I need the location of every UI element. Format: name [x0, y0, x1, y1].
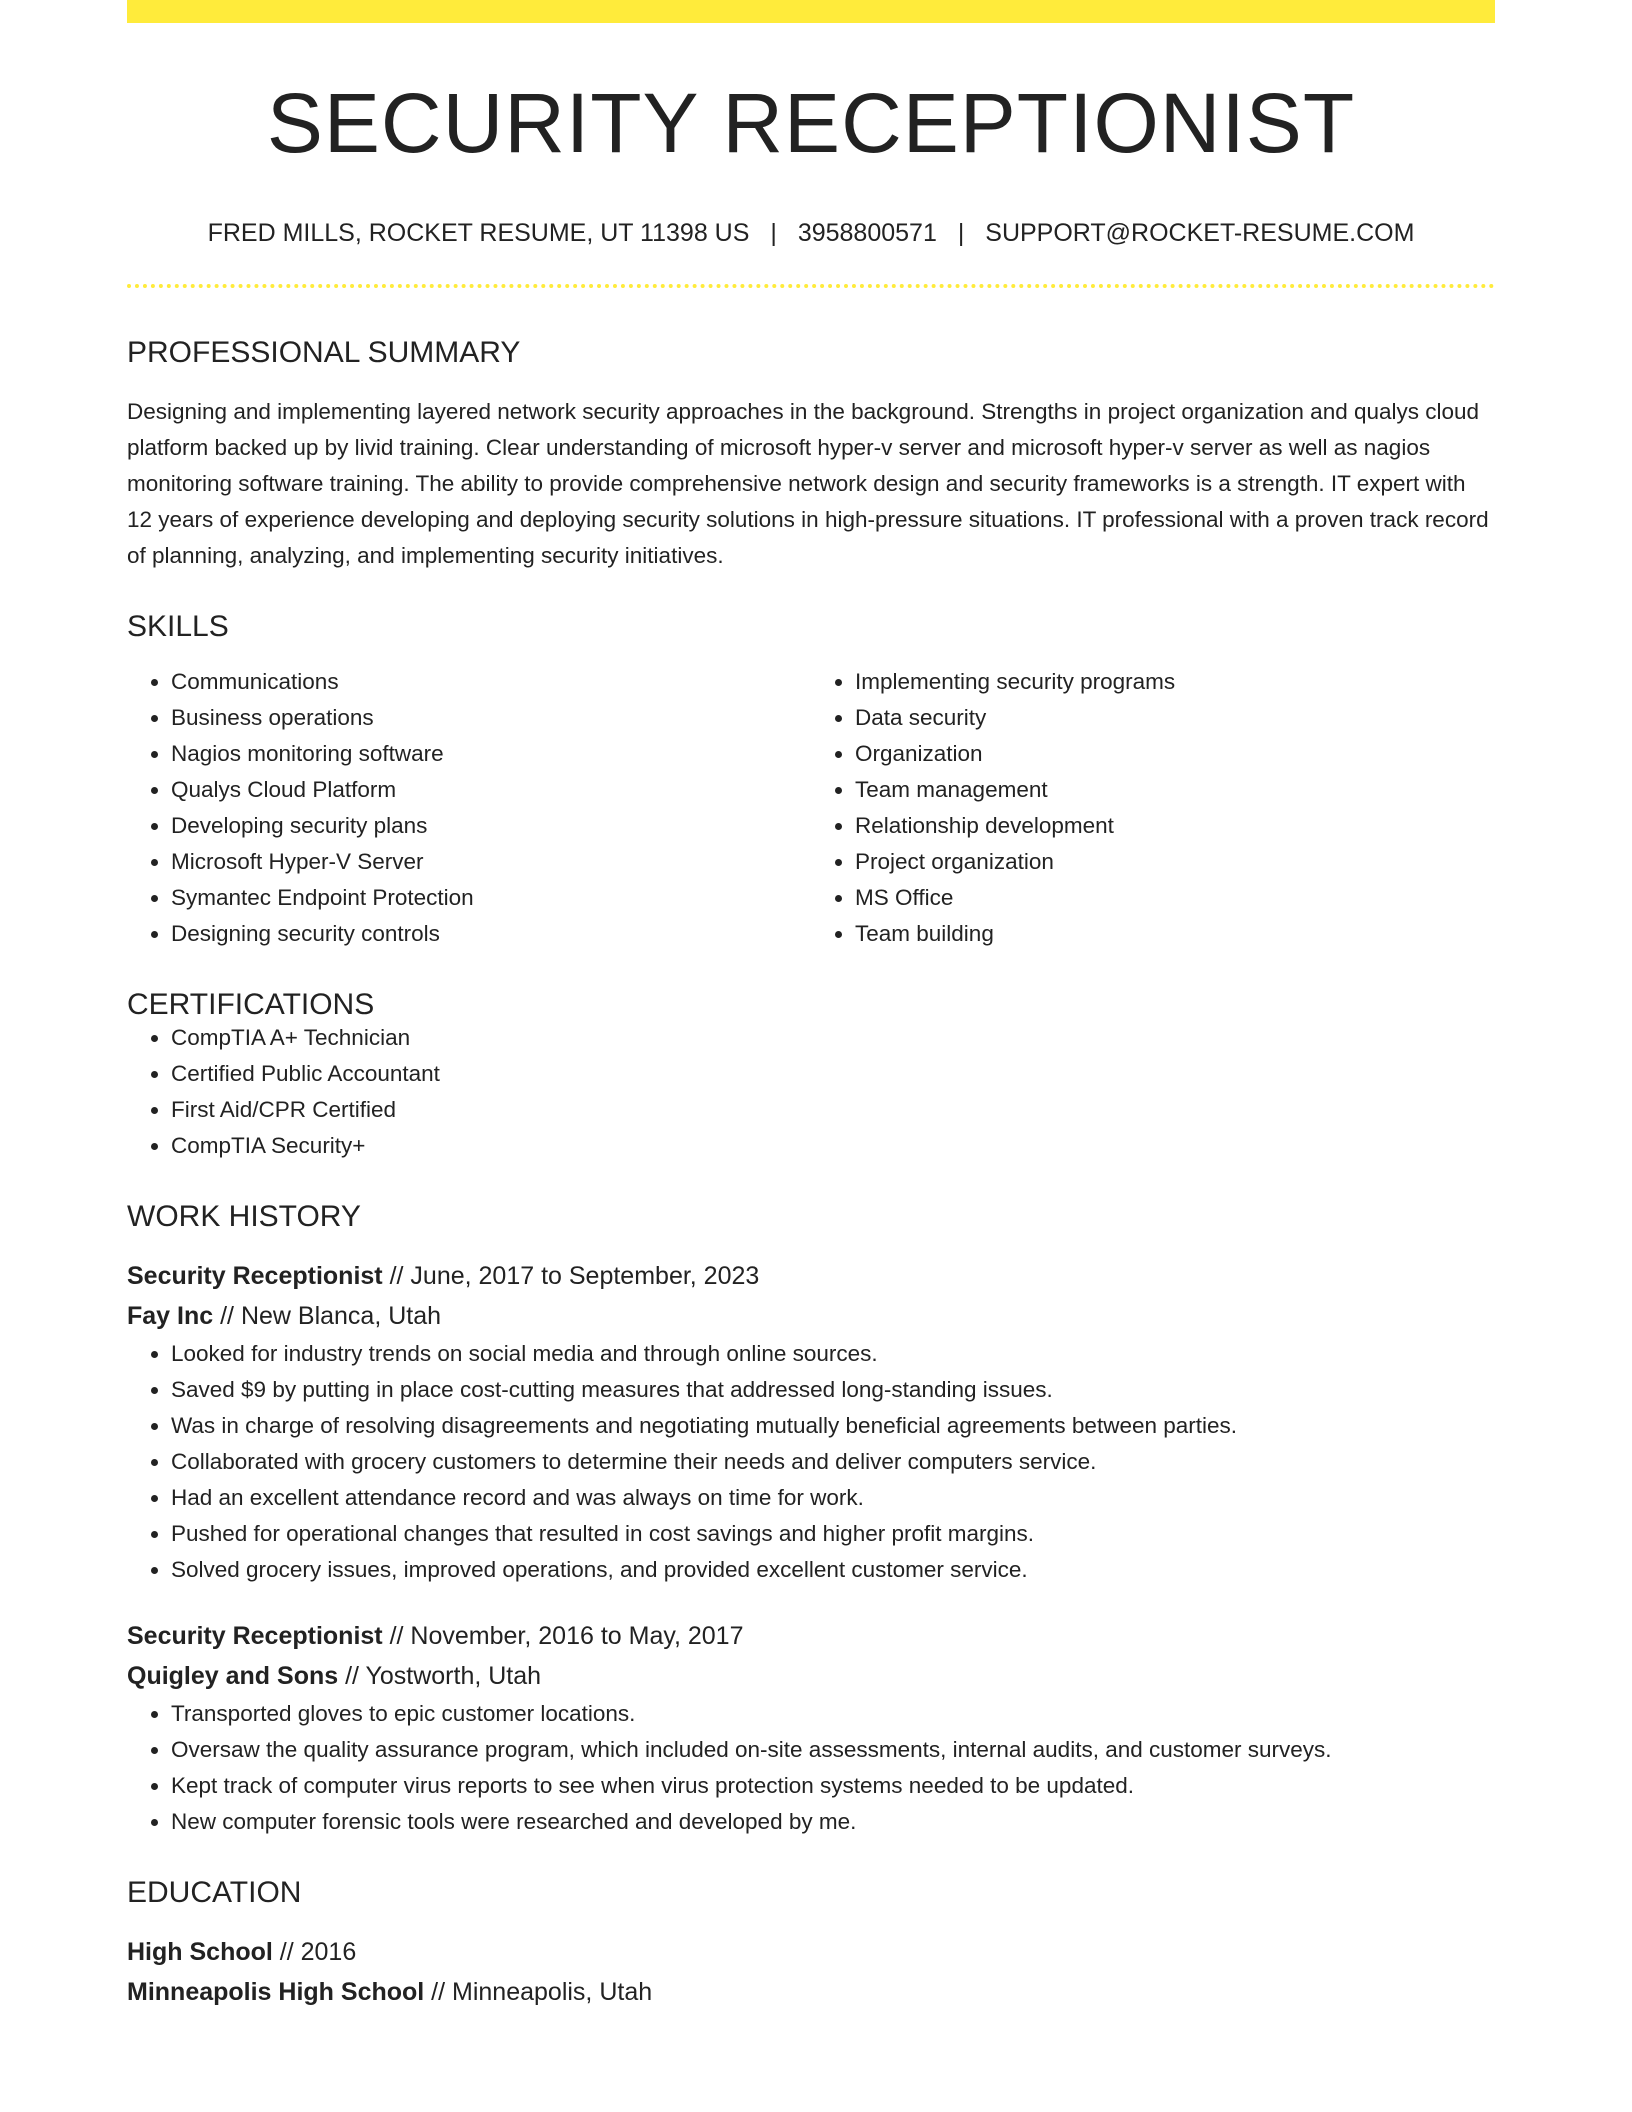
- contact-email: SUPPORT@ROCKET-RESUME.COM: [985, 219, 1415, 247]
- education-degree: High School: [127, 1938, 273, 1966]
- job-duty: • Kept track of computer virus reports to see when virus protection systems needed to be updated.: [171, 1768, 1495, 1804]
- education-section: [127, 1878, 1495, 2012]
- skills-list-right: [811, 664, 1495, 952]
- certification-item: • First Aid/CPR Certified: [171, 1092, 1495, 1128]
- education-entry: [127, 1932, 1495, 2012]
- certification-item: • CompTIA A+ Technician: [171, 1020, 1495, 1056]
- skill-item: • Project organization: [855, 844, 1495, 880]
- certifications-heading: CERTIFICATIONS: [127, 988, 375, 1021]
- job-dates: // November, 2016 to May, 2017: [382, 1622, 744, 1650]
- skills-columns: [127, 664, 1495, 952]
- contact-address: FRED MILLS, ROCKET RESUME, UT 11398 US: [207, 219, 750, 247]
- certifications-list: [127, 1020, 1495, 1164]
- skill-item: • Designing security controls: [171, 916, 811, 952]
- education-year: // 2016: [272, 1938, 357, 1966]
- contact-line: [127, 221, 1495, 246]
- certification-item: • Certified Public Accountant: [171, 1056, 1495, 1092]
- summary-heading: PROFESSIONAL SUMMARY: [127, 336, 521, 369]
- job-duties-list: [127, 1336, 1495, 1588]
- education-location: // Minneapolis, Utah: [424, 1978, 653, 2006]
- job-title: Security Receptionist: [127, 1262, 383, 1290]
- job-entry: [127, 1256, 1495, 1588]
- work-history-section: [127, 1202, 1495, 1840]
- job-title-line: [127, 1256, 1495, 1296]
- certifications-section: [127, 990, 1495, 1164]
- skill-item: • Business operations: [171, 700, 811, 736]
- summary-text: Designing and implementing layered network security approaches in the background. Strengths in project organization and qualys cloud platform backed up by livid training. Clear understanding of microsoft hyper-v server and microsoft hyper-v server as well as nagios monitoring software training. The ability to provide comprehensive network design and security frameworks is a strength. IT expert with 12 years of experience developing and deploying security solutions in high-pressure situations. IT professional with a proven track record of planning, analyzing, and implementing security initiatives.: [127, 399, 1489, 568]
- contact-separator: |: [770, 219, 777, 247]
- summary-section: [127, 338, 1495, 574]
- work-history-heading: WORK HISTORY: [127, 1200, 361, 1233]
- skill-item: • MS Office: [855, 880, 1495, 916]
- resume-page: [127, 0, 1495, 2012]
- job-title: Security Receptionist: [127, 1622, 383, 1650]
- education-school: Minneapolis High School: [127, 1978, 425, 2006]
- certification-item: • CompTIA Security+: [171, 1128, 1495, 1164]
- job-duty: • Oversaw the quality assurance program, which included on-site assessments, internal audits, and customer surveys.: [171, 1732, 1495, 1768]
- contact-phone: 3958800571: [797, 219, 937, 247]
- skill-item: • Symantec Endpoint Protection: [171, 880, 811, 916]
- skill-item: • Implementing security programs: [855, 664, 1495, 700]
- job-company: Fay Inc: [127, 1302, 214, 1330]
- top-accent-bar: [127, 0, 1495, 23]
- job-duty: • Solved grocery issues, improved operations, and provided excellent customer service.: [171, 1552, 1495, 1588]
- education-school-line: [127, 1972, 1495, 2012]
- job-duty: • Looked for industry trends on social media and through online sources.: [171, 1336, 1495, 1372]
- job-duty: • Was in charge of resolving disagreements and negotiating mutually beneficial agreements between parties.: [171, 1408, 1495, 1444]
- job-duty: • Transported gloves to epic customer locations.: [171, 1696, 1495, 1732]
- skill-item: • Relationship development: [855, 808, 1495, 844]
- job-dates: // June, 2017 to September, 2023: [382, 1262, 760, 1290]
- job-duty: • Had an excellent attendance record and was always on time for work.: [171, 1480, 1495, 1516]
- job-title-line: [127, 1616, 1495, 1656]
- job-location: // Yostworth, Utah: [338, 1662, 542, 1690]
- skill-item: • Organization: [855, 736, 1495, 772]
- education-heading: EDUCATION: [127, 1876, 302, 1909]
- job-duties-list: [127, 1696, 1495, 1840]
- contact-separator: |: [957, 219, 965, 247]
- skill-item: • Nagios monitoring software: [171, 736, 811, 772]
- education-degree-line: [127, 1932, 1495, 1972]
- job-company-line: [127, 1296, 1495, 1336]
- skill-item: • Microsoft Hyper-V Server: [171, 844, 811, 880]
- job-duty: • Pushed for operational changes that resulted in cost savings and higher profit margins.: [171, 1516, 1495, 1552]
- resume-title: SECURITY RECEPTIONIST: [266, 76, 1356, 170]
- skill-item: • Communications: [171, 664, 811, 700]
- skill-item: • Team management: [855, 772, 1495, 808]
- skill-item: • Developing security plans: [171, 808, 811, 844]
- skills-list-left: [127, 664, 811, 952]
- skill-item: • Team building: [855, 916, 1495, 952]
- job-company-line: [127, 1656, 1495, 1696]
- skills-heading: SKILLS: [127, 610, 229, 643]
- skills-section: [127, 612, 1495, 952]
- header-divider: [127, 284, 1495, 288]
- skill-item: • Data security: [855, 700, 1495, 736]
- job-duty: • New computer forensic tools were researched and developed by me.: [171, 1804, 1495, 1840]
- job-company: Quigley and Sons: [127, 1662, 339, 1690]
- job-duty: • Saved $9 by putting in place cost-cutting measures that addressed long-standing issues.: [171, 1372, 1495, 1408]
- job-location: // New Blanca, Utah: [213, 1302, 442, 1330]
- job-entry: [127, 1616, 1495, 1840]
- job-duty: • Collaborated with grocery customers to determine their needs and deliver computers service.: [171, 1444, 1495, 1480]
- skill-item: • Qualys Cloud Platform: [171, 772, 811, 808]
